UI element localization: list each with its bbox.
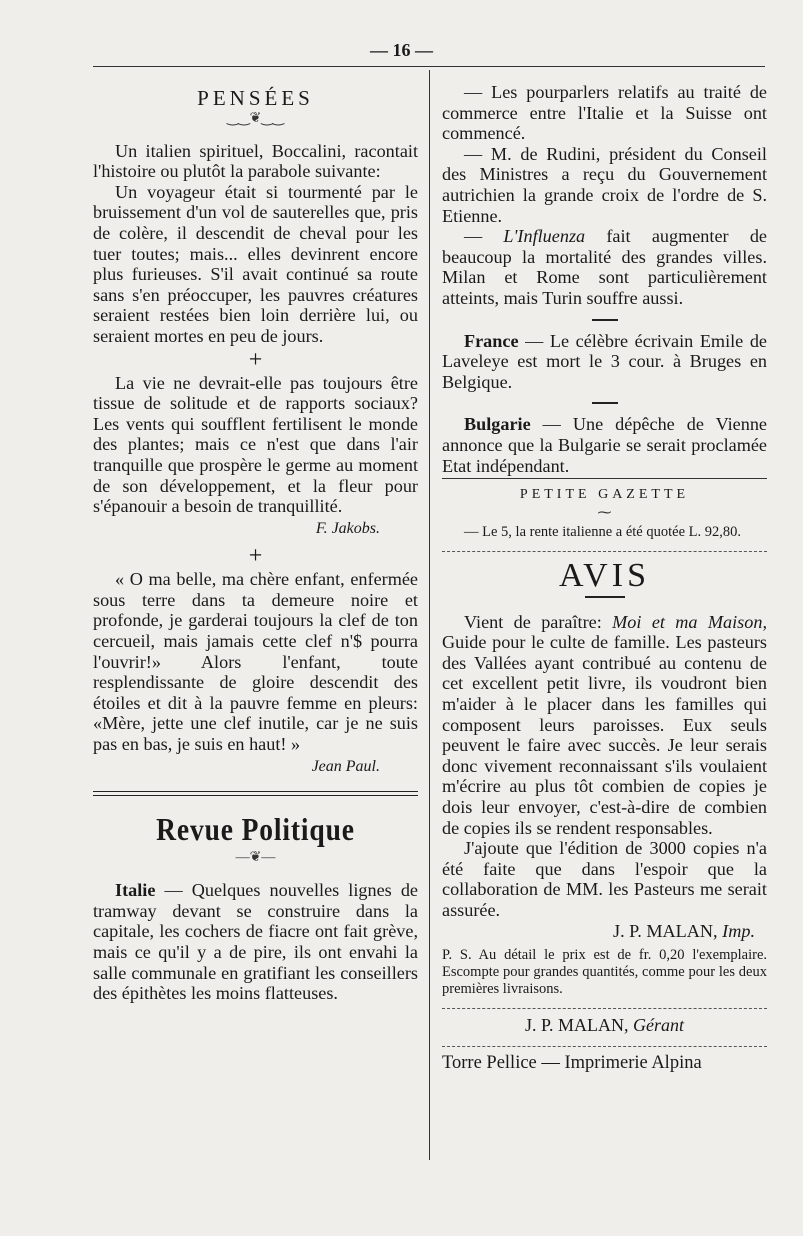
avis-book-title: Moi et ma Maison,	[612, 611, 767, 632]
avis-paragraph-2: J'ajoute que l'édition de 3000 copies n'a été faite que dans l'espoir que la collaboration de MM. les Pasteurs me serait assurée.	[442, 838, 767, 920]
cross-separator: +	[248, 346, 263, 373]
gerant-line	[442, 1015, 767, 1036]
france-paragraph	[442, 331, 767, 393]
avis-signature	[442, 921, 767, 942]
column-divider	[429, 70, 430, 1160]
news-paragraph-2: — M. de Rudini, président du Conseil des Ministres a reçu du Gouvernement autrichien la grande croix de l'ordre de S. Etienne.	[442, 143, 767, 226]
news-paragraph-3	[442, 226, 767, 308]
avis-postscript: P. S. Au détail le prix est de fr. 0,20 l'exemplaire. Escompte pour grandes quantités, comme pour les deux premières livraisons.	[442, 947, 767, 998]
bulgarie-text: — Une dépêche de Vienne annonce que la Bulgarie se serait proclamée Etat indépendant.	[442, 414, 767, 476]
ornament-divider: —❦—	[235, 850, 276, 866]
pensees-paragraph-2: Un voyageur était si tourmenté par le bruissement d'un vol de sauterelles que, pris de colère, il descendit de cheval pour les tuer toutes; mais... elles devinrent encore plus furieuses. S'il avait continué sa route sans s'en préoccuper, les pauvres créatures seraient restées bien loin derrière lui, ou seraient mortes en peu de jours.	[93, 181, 418, 346]
ornament-divider: ‿‿❦‿‿	[227, 110, 284, 126]
italie-label: Italie	[115, 880, 156, 901]
signature-jean-paul: Jean Paul.	[311, 757, 380, 775]
page-number: — 16 —	[370, 40, 433, 60]
wavy-rule	[442, 545, 767, 552]
gerant-role: Gérant	[633, 1015, 685, 1036]
left-column	[93, 82, 418, 1004]
gerant-name: J. P. MALAN,	[524, 1015, 634, 1036]
right-column	[442, 82, 767, 1073]
wavy-rule	[442, 1040, 767, 1047]
pensees-heading: PENSÉES	[197, 86, 314, 110]
avis-signature-name: J. P. MALAN,	[613, 920, 723, 941]
avis-text: Vient de paraître:	[464, 611, 613, 632]
petite-gazette-heading: PETITE GAZETTE	[519, 487, 690, 503]
section-rule	[442, 478, 767, 479]
revue-politique-heading: Revue Politique	[156, 811, 355, 848]
news-paragraph-1: — Les pourparlers relatifs au traité de commerce entre l'Italie et la Suisse ont commencé.	[442, 82, 767, 144]
news-dash: —	[464, 226, 504, 247]
top-rule	[93, 66, 765, 67]
double-rule	[93, 791, 418, 796]
cross-separator: +	[248, 543, 263, 570]
bulgarie-paragraph	[442, 414, 767, 476]
pensees-paragraph-3: La vie ne devrait-elle pas toujours être tissue de solitude et de rapports sociaux? Les vents qui soufflent fertilisent le monde des plantes; mais ce n'est que dans l'air tranquille que prospère le germe au moment de son développement, et la fleur pour s'épanouir a besoin de tranquillité.	[93, 372, 418, 517]
italie-text: — Quelques nouvelles lignes de tramway devant se construire dans la capitale, les cochers de fiacre ont fait grève, mais ce qu'il y a de pire, ils ont envahi la salle communale en gratifiant les conseillers des épithètes les moins flatteuses.	[93, 880, 418, 1004]
italie-paragraph	[93, 880, 418, 1004]
avis-text: Guide pour le culte de famille. Les pasteurs des Vallées ayant contribué au contenu de cet excellent petit livre, ils voudront bien m'aider à le placer dans les familles qui composent leurs paroisses. Eux seuls peuvent le faire avec succès. Je leur serais donc vivement reconnaissant s'ils voulaient m'écrire au plus tôt combien de copies je dois leur envoyer, c'est-à-dire de combien de copies ils se rendent responsables.	[442, 632, 767, 838]
imprint-footer: Torre Pellice — Imprimerie Alpina	[442, 1052, 702, 1073]
ornament-divider: ⁓	[597, 505, 612, 521]
news-text: fait augmenter de beaucoup la mortalité des grandes villes. Milan et Rome sont particulièrement atteints, mais Turin souffre aussi.	[442, 226, 767, 308]
wavy-rule	[442, 1002, 767, 1009]
avis-paragraph-1	[442, 612, 767, 839]
pensees-paragraph-1: Un italien spirituel, Boccalini, racontait l'histoire ou plutôt la parabole suivante:	[93, 140, 418, 182]
gazette-paragraph: — Le 5, la rente italienne a été quotée L. 92,80.	[464, 523, 742, 540]
short-rule	[585, 596, 625, 598]
avis-signature-role: Imp.	[722, 920, 755, 941]
pensees-paragraph-4: « O ma belle, ma chère enfant, enfermée sous terre dans ta demeure noire et profonde, je garderai toujours la clef de ton cercueil, mais jamais cette clef n'$ pourra l'ouvrir!» Alors l'enfant, toute resplendissante de gloire descendit des étoiles et dit à la pauvre femme en pleurs: «Mère, jette une clef inutile, car je ne suis pas en bas, je suis en haut! »	[93, 569, 418, 755]
short-rule	[592, 402, 618, 404]
avis-heading: AVIS	[559, 556, 650, 594]
influenza-word: L'Influenza	[503, 226, 586, 247]
short-rule	[592, 319, 618, 321]
bulgarie-label: Bulgarie	[464, 414, 531, 435]
signature-jakobs: F. Jakobs.	[315, 519, 380, 537]
france-text: — Le célèbre écrivain Emile de Laveleye est mort le 3 cour. à Bruges en Belgique.	[442, 330, 767, 392]
france-label: France	[464, 330, 519, 351]
